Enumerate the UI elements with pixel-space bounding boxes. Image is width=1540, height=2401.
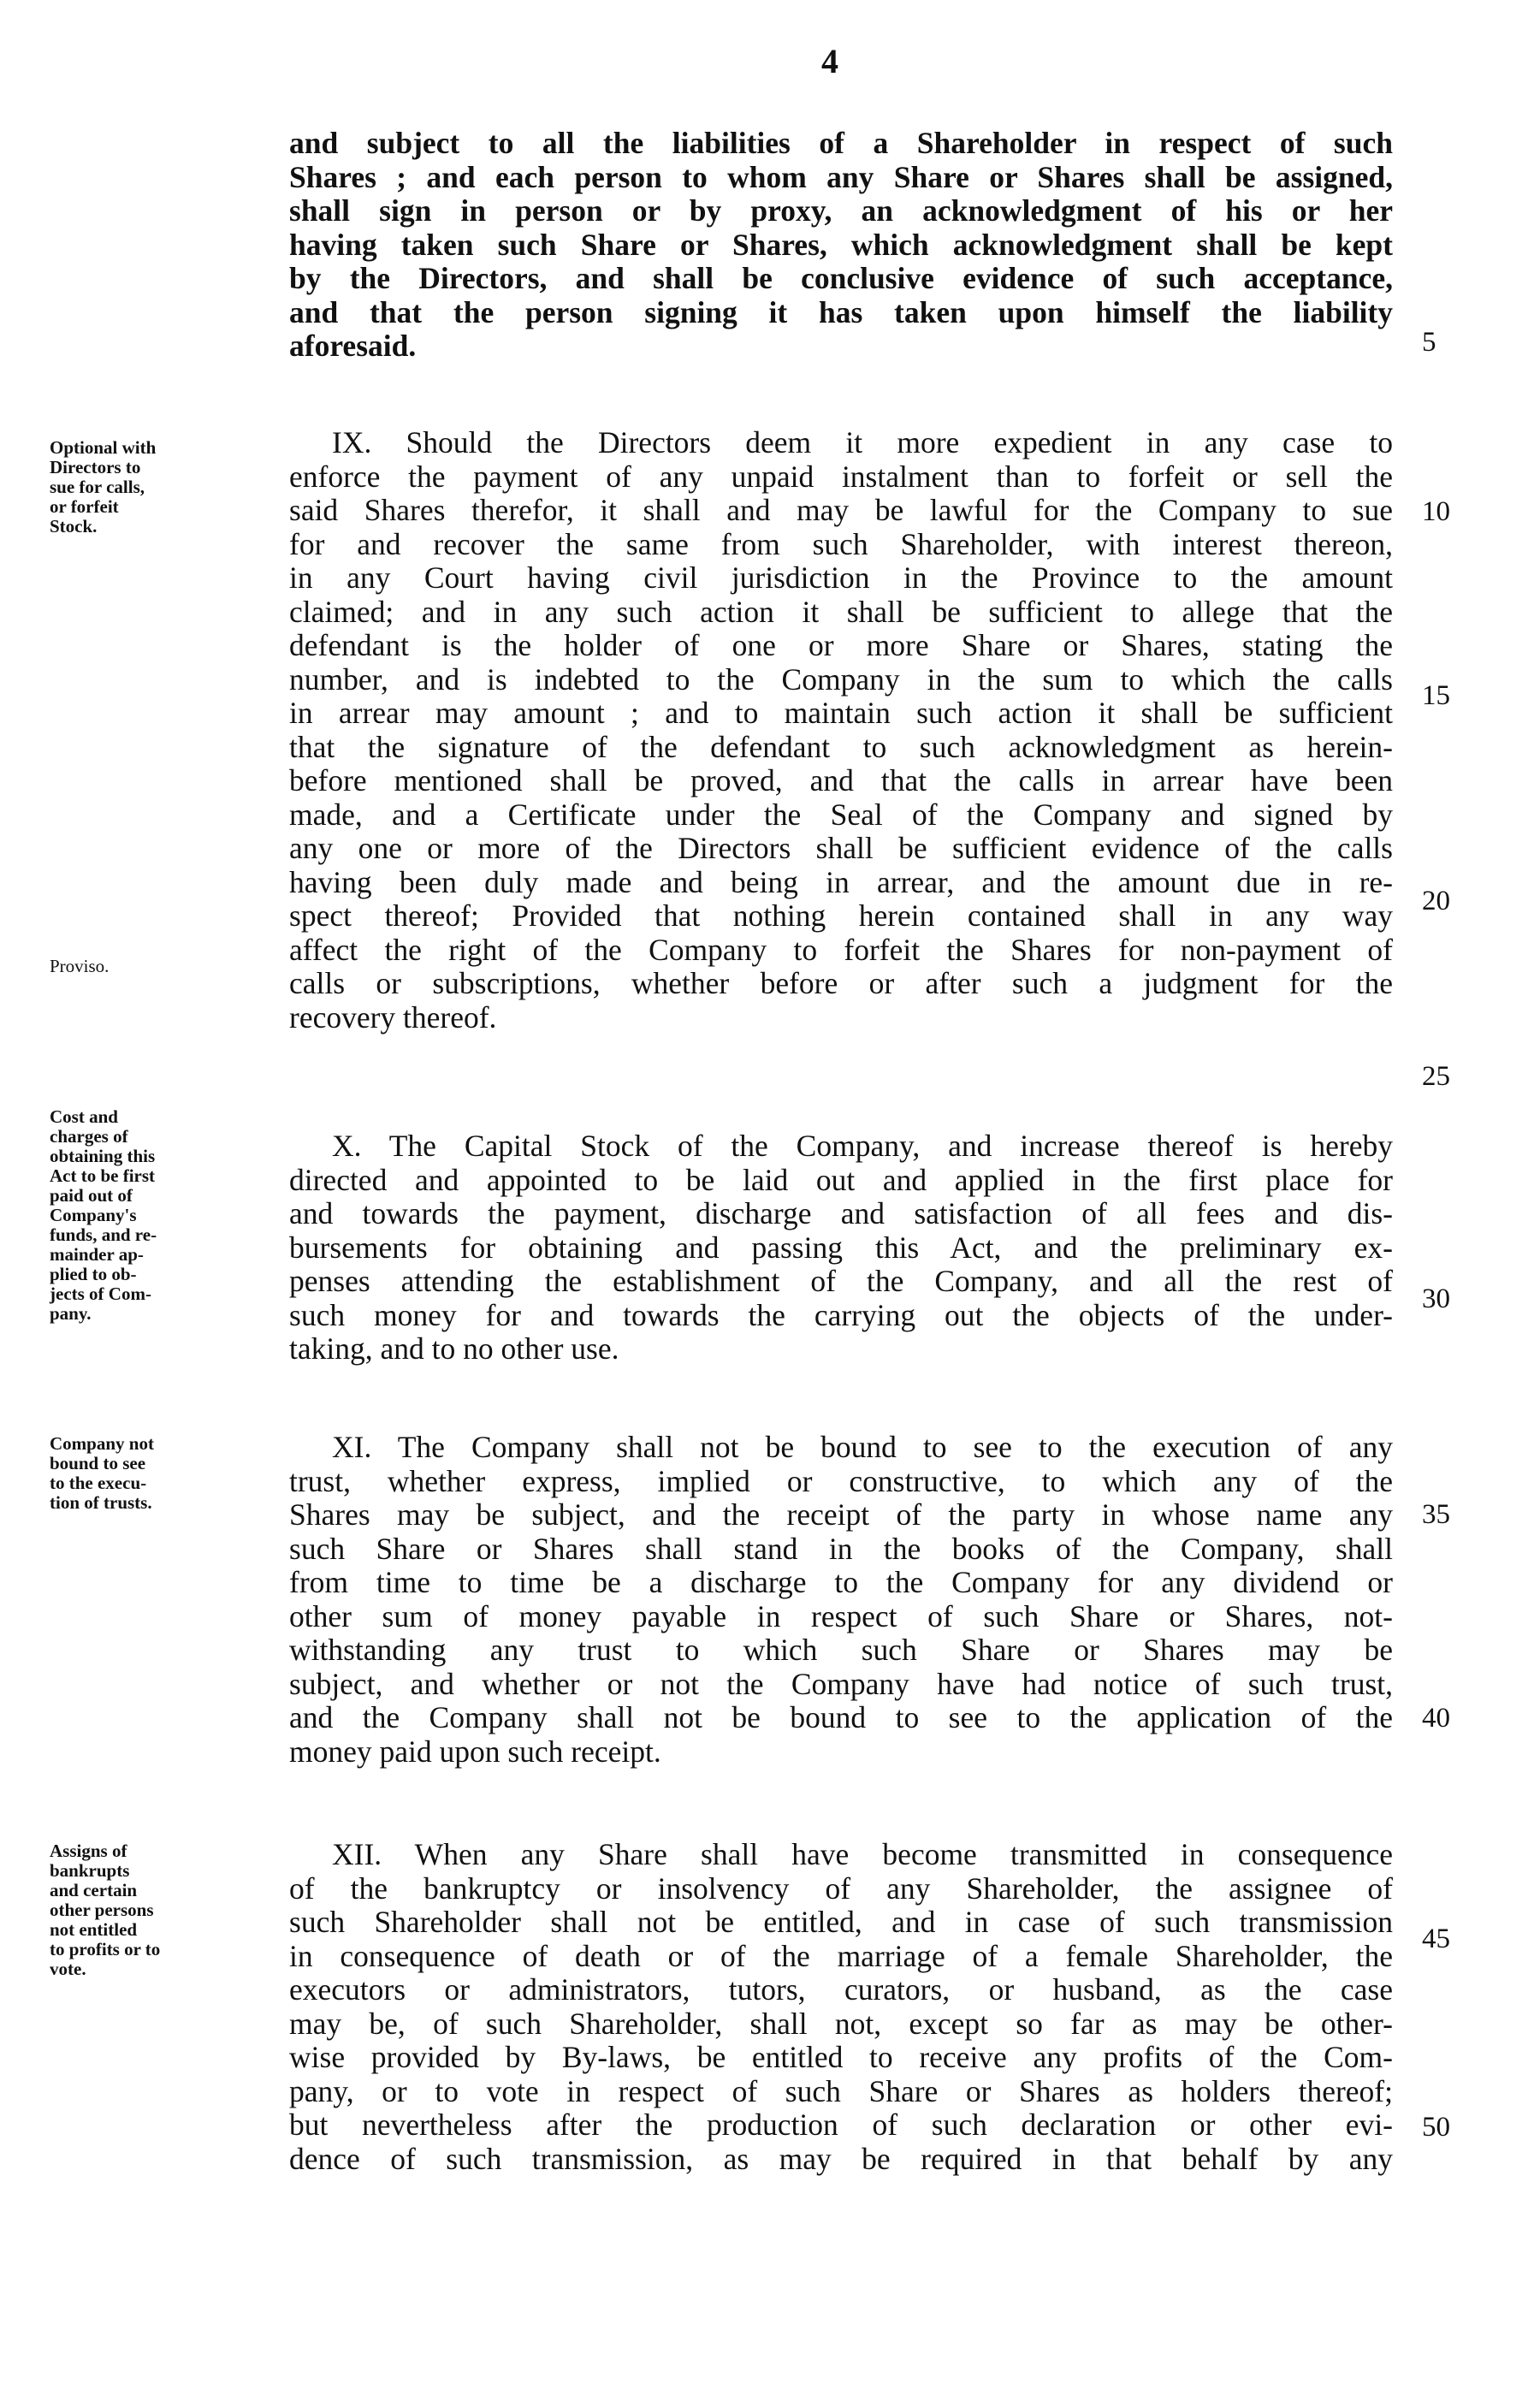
section-xi [289, 1431, 1393, 1769]
text-line: claimed; and in any such action it shall be sufficient to allege that the [289, 595, 1393, 629]
line-number: 50 [1422, 2112, 1450, 2143]
section-heading-line: XI. The Company shall not be bound to see to the execution of any [332, 1431, 1393, 1464]
section-heading-line: X. The Capital Stock of the Company, and increase thereof is hereby [332, 1129, 1393, 1163]
margin-note-line: Directors to [50, 457, 141, 477]
text-line: executors or administrators, tutors, curators, or husband, as the case [289, 1973, 1393, 2007]
margin-note-line: other persons [50, 1900, 154, 1920]
text-line: having taken such Share or Shares, which acknowledgment shall be kept [289, 228, 1393, 262]
margin-note-line: funds, and re- [50, 1224, 157, 1245]
text-line: affect the right of the Company to forfeit the Shares for non-payment of [289, 933, 1393, 967]
text-line: before mentioned shall be proved, and that the calls in arrear have been [289, 764, 1393, 797]
text-line: subject, and whether or not the Company have had notice of such trust, [289, 1667, 1393, 1701]
text-line: calls or subscriptions, whether before or after such a judgment for the [289, 967, 1393, 1000]
margin-note-line: tion of trusts. [50, 1492, 152, 1513]
text-line: from time to time be a discharge to the Company for any dividend or [289, 1566, 1393, 1599]
section-heading-line: XII. When any Share shall have become transmitted in consequence [332, 1838, 1393, 1871]
line-number: 25 [1422, 1061, 1450, 1092]
text-line: made, and a Certificate under the Seal of the Company and signed by [289, 797, 1393, 832]
margin-note-line: vote. [50, 1959, 86, 1979]
section-heading-line: IX. Should the Directors deem it more expedient in any case to [332, 426, 1393, 459]
line-number: 10 [1422, 496, 1450, 527]
text-line: directed and appointed to be laid out and applied in the first place for [289, 1163, 1393, 1197]
page-number: 4 [821, 42, 838, 80]
margin-note-line: jects of Com- [50, 1283, 151, 1304]
margin-note-line: Company not [50, 1433, 154, 1454]
margin-note-line: obtaining this [50, 1146, 156, 1166]
text-line: withstanding any trust to which such Share or Shares may be [289, 1633, 1393, 1667]
margin-note-line: Assigns of [50, 1841, 127, 1861]
margin-note-line: charges of [50, 1126, 128, 1147]
margin-note-line: Stock. [50, 516, 98, 537]
text-line: Shares may be subject, and the receipt of the party in whose name any [289, 1498, 1393, 1532]
line-number: 45 [1422, 1924, 1450, 1954]
text-line: having been duly made and being in arrear, and the amount due in re- [289, 865, 1393, 899]
text-line: bursements for obtaining and passing this Act, and the preliminary ex- [289, 1230, 1393, 1265]
margin-note-line: paid out of [50, 1185, 133, 1206]
text-line: pany, or to vote in respect of such Share or Shares as holders thereof; [289, 2074, 1393, 2108]
text-line: wise provided by By-laws, be entitled to receive any profits of the Com- [289, 2041, 1393, 2074]
paragraph-continuation [289, 127, 1393, 364]
line-number: 15 [1422, 680, 1450, 711]
text-line: trust, whether express, implied or constructive, to which any of the [289, 1464, 1393, 1498]
margin-note-line: and certain [50, 1880, 138, 1900]
margin-note-optional-sue [50, 438, 281, 537]
margin-note-line: Company's [50, 1205, 137, 1225]
margin-note-line: Proviso. [50, 956, 110, 976]
margin-note-not-bound-trusts [50, 1434, 281, 1513]
text-line: and that the person signing it has taken upon himself the liability [289, 295, 1393, 329]
text-line: in consequence of death or of the marriage of a female Shareholder, the [289, 1939, 1393, 1973]
text-line: money paid upon such receipt. [289, 1734, 661, 1769]
text-line: that the signature of the defendant to such acknowledgment as herein- [289, 730, 1393, 764]
margin-note-line: pany. [50, 1303, 92, 1324]
text-line: in any Court having civil jurisdiction in the Province to the amount [289, 561, 1393, 595]
margin-note-line: not entitled [50, 1919, 138, 1940]
text-line: dence of such transmission, as may be required in that behalf by any [289, 2142, 1393, 2176]
text-line: other sum of money payable in respect of such Share or Shares, not- [289, 1599, 1393, 1633]
margin-note-line: or forfeit [50, 496, 119, 517]
line-number: 5 [1422, 327, 1436, 358]
text-line: and subject to all the liabilities of a Shareholder in respect of such [289, 127, 1393, 160]
section-ix [289, 426, 1393, 1035]
margin-note-proviso [50, 957, 281, 976]
text-line: such money for and towards the carrying out the objects of the under- [289, 1298, 1393, 1332]
text-line: penses attending the establishment of the Company, and all the rest of [289, 1265, 1393, 1298]
text-line: said Shares therefor, it shall and may be lawful for the Company to sue [289, 494, 1393, 527]
text-line: may be, of such Shareholder, shall not, except so far as may be other- [289, 2007, 1393, 2041]
text-line: for and recover the same from such Shareholder, with interest thereon, [289, 527, 1393, 561]
margin-note-cost-charges [50, 1107, 281, 1324]
text-line: but nevertheless after the production of such declaration or other evi- [289, 2108, 1393, 2142]
line-number: 40 [1422, 1703, 1450, 1734]
margin-note-line: bankrupts [50, 1860, 130, 1881]
margin-note-assigns-bankrupts [50, 1841, 281, 1979]
section-x [289, 1129, 1393, 1366]
margin-note-line: Act to be first [50, 1165, 156, 1186]
margin-note-line: Cost and [50, 1106, 118, 1127]
line-number: 20 [1422, 886, 1450, 916]
text-line: aforesaid. [289, 329, 417, 363]
margin-note-line: to the execu- [50, 1473, 147, 1493]
text-line: enforce the payment of any unpaid instalment than to forfeit or sell the [289, 459, 1393, 494]
text-line: by the Directors, and shall be conclusive evidence of such acceptance, [289, 262, 1393, 295]
text-line: Shares ; and each person to whom any Share or Shares shall be assigned, [289, 160, 1393, 194]
text-line: taking, and to no other use. [289, 1331, 619, 1366]
margin-note-line: to profits or to [50, 1939, 161, 1959]
text-line: and towards the payment, discharge and satisfaction of all fees and dis- [289, 1197, 1393, 1230]
line-number: 35 [1422, 1499, 1450, 1530]
margin-note-line: bound to see [50, 1453, 146, 1473]
text-line: recovery thereof. [289, 999, 497, 1035]
margin-note-line: mainder ap- [50, 1244, 144, 1265]
text-line: such Shareholder shall not be entitled, and in case of such transmission [289, 1906, 1393, 1939]
text-line: defendant is the holder of one or more Share or Shares, stating the [289, 629, 1393, 662]
margin-note-line: plied to ob- [50, 1264, 137, 1284]
margin-note-line: sue for calls, [50, 477, 145, 497]
text-line: such Share or Shares shall stand in the books of the Company, shall [289, 1532, 1393, 1566]
text-line: any one or more of the Directors shall be sufficient evidence of the calls [289, 832, 1393, 865]
text-line: in arrear may amount ; and to maintain such action it shall be sufficient [289, 697, 1393, 730]
margin-note-line: Optional with [50, 437, 157, 458]
text-line: shall sign in person or by proxy, an acknowledgment of his or her [289, 194, 1393, 228]
text-line: of the bankruptcy or insolvency of any Shareholder, the assignee of [289, 1871, 1393, 1906]
text-line: number, and is indebted to the Company in the sum to which the calls [289, 662, 1393, 697]
section-xii [289, 1838, 1393, 2176]
text-line: spect thereof; Provided that nothing herein contained shall in any way [289, 899, 1393, 933]
text-line: and the Company shall not be bound to see to the application of the [289, 1701, 1393, 1734]
line-number: 30 [1422, 1283, 1450, 1314]
